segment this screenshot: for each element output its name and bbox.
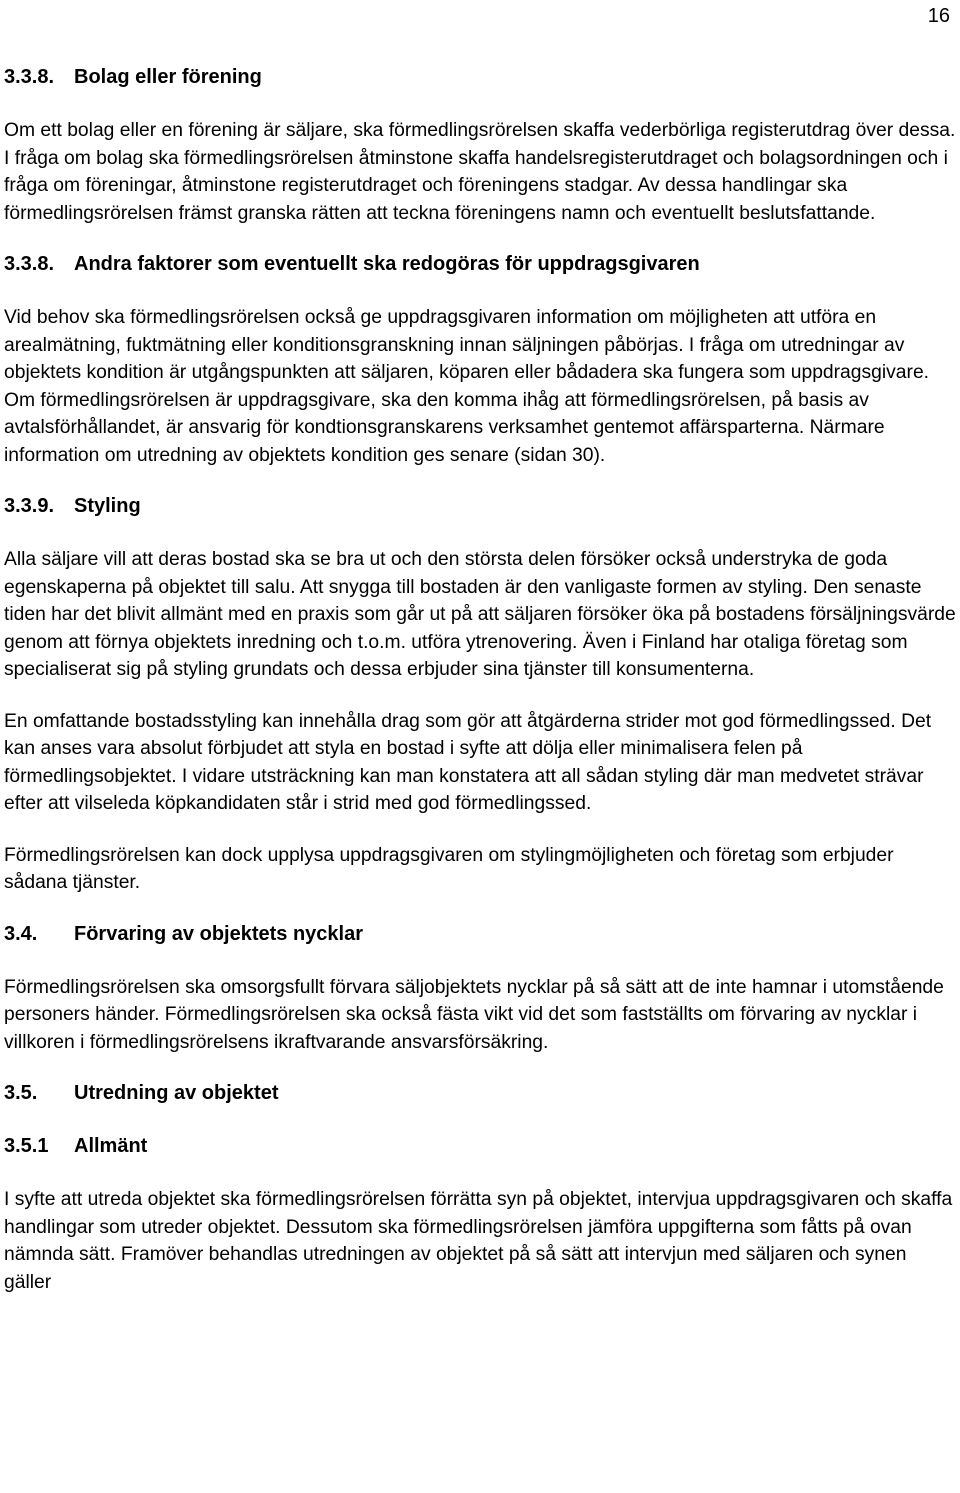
section-title: Styling — [74, 495, 141, 517]
section-title: Allmänt — [74, 1135, 148, 1157]
paragraph: Om ett bolag eller en förening är säljare, ska förmedlingsrörelsen skaffa vederbörliga registerutdrag över dessa. I fråga om bolag ska förmedlingsrörelsen åtminstone skaffa handelsregisterutdraget och bolagsordningen och i fråga om föreningar, åtminstone registerutdraget och föreningens stadgar. Av dessa handlingar ska förmedlingsrörelsen främst granska rätten att teckna föreningens namn och eventuellt beslutsfattande. — [4, 120, 956, 224]
section-number: 3.4. — [4, 922, 38, 945]
page-number: 16 — [927, 5, 950, 27]
section-title: Utredning av objektet — [74, 1082, 279, 1104]
section-heading-andra-faktorer — [4, 251, 956, 278]
paragraph: Förmedlingsrörelsen ska omsorgsfullt förvara säljobjektets nycklar på så sätt att de inte hamnar i utomstående personers händer. Förmedlingsrörelsen ska också fästa vikt vid det som fastställts om förvaring av nycklar i villkoren i förmedlingsrörelsens ikraftvarande ansvarsförsäkring. — [4, 976, 944, 1053]
paragraph: Förmedlingsrörelsen kan dock upplysa uppdragsgivaren om stylingmöjligheten och företag som erbjuder sådana tjänster. — [4, 844, 894, 893]
paragraph: Vid behov ska förmedlingsrörelsen också ge uppdragsgivaren information om möjligheten att utföra en arealmätning, fuktmätning eller konditionsgranskning innan säljningen påbörjas. I fråga om utredningar av objektets kondition är utgångspunkten att säljaren, köparen eller bådadera ska fungera som uppdragsgivare. Om förmedlingsrörelsen är uppdragsgivare, ska den komma ihåg att förmedlingsrörelsen, på basis av avtalsförhållandet, är ansvarig för kondtionsgranskarens verksamhet gentemot affärsparterna. Närmare information om utredning av objektets kondition ges senare (sidan 30). — [4, 307, 930, 466]
section-heading-allmant — [4, 1133, 956, 1160]
section-title: Andra faktorer som eventuellt ska redogöras för uppdragsgivaren — [74, 253, 700, 275]
section-title: Bolag eller förening — [74, 66, 262, 88]
document-body — [4, 64, 956, 1296]
section-heading-utredning-av-objektet — [4, 1080, 956, 1107]
section-title: Förvaring av objektets nycklar — [74, 922, 364, 945]
section-number: 3.5. — [4, 1082, 38, 1104]
section-number: 3.5.1 — [4, 1135, 49, 1157]
section-heading-forvaring-av-nycklar — [4, 921, 956, 948]
section-number: 3.3.9. — [4, 495, 55, 517]
paragraph: En omfattande bostadsstyling kan innehålla drag som gör att åtgärderna strider mot god förmedlingssed. Det kan anses vara absolut förbjudet att styla en bostad i syfte att dölja eller minimalisera felen på förmedlingsobjektet. I vidare utsträckning kan man konstatera att all sådan styling där man medvetet strävar efter att vilseleda köpkandidaten står i strid med god förmedlingssed. — [4, 710, 932, 814]
paragraph: I syfte att utreda objektet ska förmedlingsrörelsen förrätta syn på objektet, intervjua uppdragsgivaren och skaffa handlingar som utreder objektet. Dessutom ska förmedlingsrörelsen jämföra uppgifterna som fåtts på ovan nämnda sätt. Framöver behandlas utredningen av objektet på så sätt att intervjun med säljaren och synen gäller — [4, 1189, 953, 1293]
section-number: 3.3.8. — [4, 253, 55, 275]
paragraph: Alla säljare vill att deras bostad ska se bra ut och den största delen försöker också understryka de goda egenskaperna på objektet till salu. Att snygga till bostaden är den vanligaste formen av styling. Den senaste tiden har det blivit allmänt med en praxis som går ut på att säljaren försöker öka på bostadens försäljningsvärde genom att förnya objektets inredning och t.o.m. utföra ytrenovering. Även i Finland har otaliga företag som specialiserat sig på styling grundats och dessa erbjuder sina tjänster till konsumenterna. — [4, 549, 956, 680]
section-heading-styling — [4, 493, 956, 520]
section-heading-bolag-eller-forening — [4, 64, 956, 91]
section-number: 3.3.8. — [4, 66, 55, 88]
